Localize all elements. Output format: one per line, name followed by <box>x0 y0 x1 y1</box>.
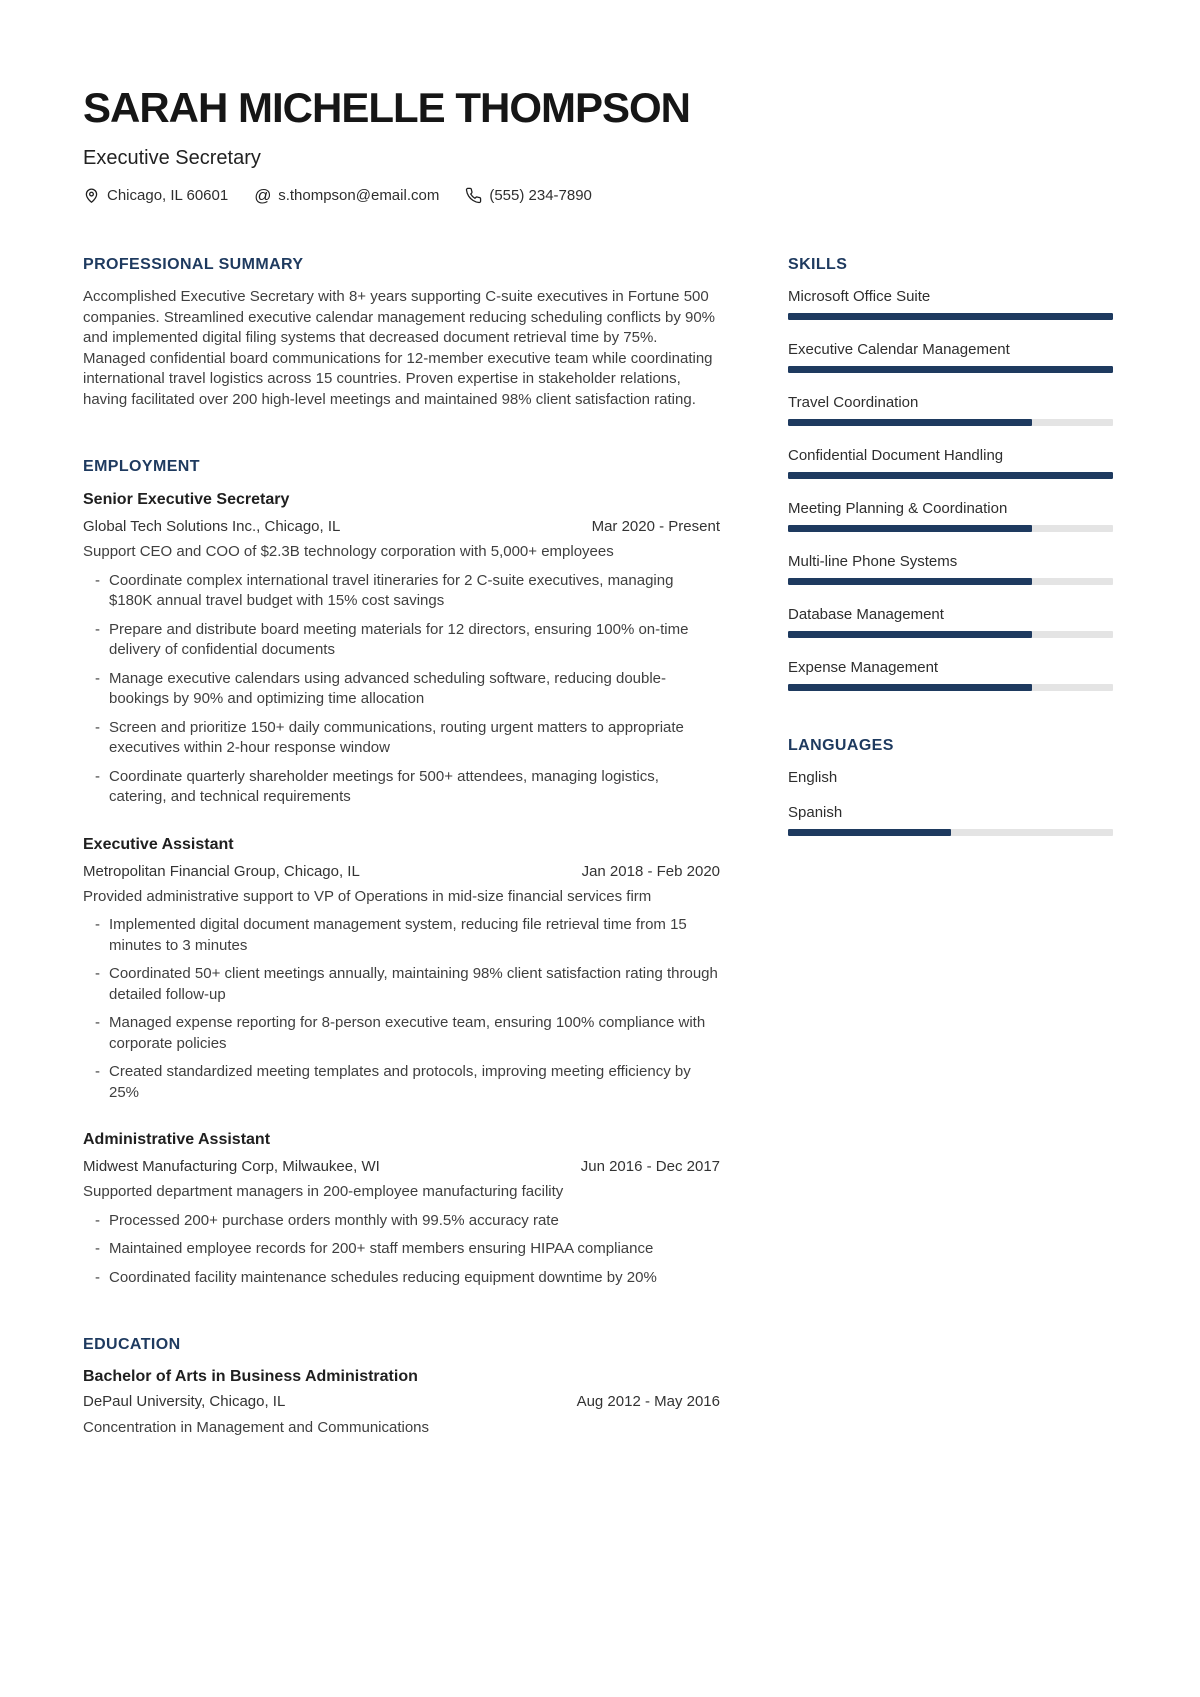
bullet-dash-marker: - <box>95 571 100 589</box>
employment-section <box>83 458 720 1288</box>
skill-bar-fill <box>788 684 1032 691</box>
job-dates: Mar 2020 - Present <box>591 517 720 535</box>
job-bullets <box>83 1211 720 1289</box>
job-bullet <box>83 1268 720 1289</box>
skills-heading: SKILLS <box>788 256 848 274</box>
skill-label: Confidential Document Handling <box>788 447 1004 465</box>
skill-bar-fill <box>788 578 1032 585</box>
skill-item <box>788 393 1113 426</box>
skill-item <box>788 287 1113 320</box>
skill-bar-track <box>788 313 1113 320</box>
skill-bar-fill <box>788 313 1113 320</box>
job-entry <box>83 490 720 808</box>
job-company: Global Tech Solutions Inc., Chicago, IL <box>83 517 341 535</box>
summary-heading: PROFESSIONAL SUMMARY <box>83 256 304 274</box>
skill-item <box>788 552 1113 585</box>
job-title: Administrative Assistant <box>83 1131 271 1149</box>
skill-bar-track <box>788 631 1113 638</box>
skill-bar-track <box>788 419 1113 426</box>
bullet-text: Implemented digital document management system, reducing file retrieval time from 15 minutes to 3 minutes <box>109 916 687 954</box>
language-item <box>788 803 1113 836</box>
bullet-dash-marker: - <box>95 1211 100 1229</box>
bullet-text: Created standardized meeting templates and protocols, improving meeting efficiency by 25% <box>109 1063 691 1101</box>
education-section <box>83 1336 720 1438</box>
skill-bar-fill <box>788 419 1032 426</box>
language-bar-fill <box>788 829 951 836</box>
job-bullets <box>83 571 720 808</box>
language-item <box>788 768 1113 788</box>
language-bar-track <box>788 829 1113 836</box>
job-description: Provided administrative support to VP of Operations in mid-size financial services firm <box>83 887 652 905</box>
bullet-dash-marker: - <box>95 1014 100 1032</box>
bullet-dash-marker: - <box>95 718 100 736</box>
bullet-text: Managed expense reporting for 8-person executive team, ensuring 100% compliance with corporate policies <box>109 1014 706 1052</box>
bullet-dash-marker: - <box>95 620 100 638</box>
education-degree: Bachelor of Arts in Business Administration <box>83 1368 418 1386</box>
job-bullet <box>83 1062 720 1103</box>
skill-label: Executive Calendar Management <box>788 341 1010 359</box>
resume-header <box>83 85 1113 204</box>
skill-bar-track <box>788 578 1113 585</box>
skill-bar-track <box>788 684 1113 691</box>
job-entry <box>83 835 720 1104</box>
job-dates: Jan 2018 - Feb 2020 <box>581 862 720 880</box>
skill-label: Travel Coordination <box>788 394 919 412</box>
bullet-text: Maintained employee records for 200+ staff members ensuring HIPAA compliance <box>109 1240 654 1258</box>
phone-icon <box>465 187 482 204</box>
job-bullet <box>83 964 720 1005</box>
skill-bar-fill <box>788 366 1113 373</box>
bullet-dash-marker: - <box>95 1268 100 1286</box>
contact-email <box>254 187 439 204</box>
bullet-dash-marker: - <box>95 767 100 785</box>
job-bullet <box>83 718 720 759</box>
candidate-name: SARAH MICHELLE THOMPSON <box>83 84 690 131</box>
job-company: Midwest Manufacturing Corp, Milwaukee, WI <box>83 1158 380 1176</box>
summary-section <box>83 256 720 410</box>
skills-list <box>788 287 1113 691</box>
contact-location-text: Chicago, IL 60601 <box>107 187 229 205</box>
candidate-job-title: Executive Secretary <box>83 147 261 170</box>
job-bullet <box>83 915 720 956</box>
bullet-text: Coordinated facility maintenance schedules reducing equipment downtime by 20% <box>109 1268 657 1286</box>
skill-label: Expense Management <box>788 659 939 677</box>
bullet-dash-marker: - <box>95 1240 100 1258</box>
bullet-text: Prepare and distribute board meeting materials for 12 directors, ensuring 100% on-time delivery of confidential documents <box>109 620 689 659</box>
bullet-text: Coordinate quarterly shareholder meetings for 500+ attendees, managing logistics, catering, and technical requirements <box>109 767 659 806</box>
skill-item <box>788 605 1113 638</box>
language-label: English <box>788 769 838 787</box>
contact-phone <box>465 187 592 204</box>
job-bullet <box>83 620 720 661</box>
job-title: Senior Executive Secretary <box>83 491 290 509</box>
languages-heading: LANGUAGES <box>788 737 894 755</box>
skill-label: Database Management <box>788 606 944 624</box>
language-label: Spanish <box>788 804 843 822</box>
bullet-dash-marker: - <box>95 669 100 687</box>
bullet-text: Coordinated 50+ client meetings annually, maintaining 98% client satisfaction rating through detailed follow-up <box>109 965 718 1003</box>
skill-bar-fill <box>788 631 1032 638</box>
job-title: Executive Assistant <box>83 835 234 853</box>
bullet-text: Coordinate complex international travel itineraries for 2 C-suite executives, managing $180K annual travel budget with 15% cost savings <box>109 571 674 610</box>
job-bullet <box>83 767 720 808</box>
skills-section <box>788 256 1113 691</box>
summary-text: Accomplished Executive Secretary with 8+ years supporting C-suite executives in Fortune 500 companies. Streamlined executive calendar management reducing scheduling conflicts by 90% and implemented digital filing systems that decreased document retrieval time by 75%. Managed confidential board communications for 12-member executive team while coordinating international travel logistics across 15 countries. Proven expertise in stakeholder relations, having facilitated over 200 high-level meetings and maintained 98% client satisfaction rating. <box>83 288 716 408</box>
bullet-dash-marker: - <box>95 1063 100 1081</box>
skill-item <box>788 446 1113 479</box>
location-pin-icon <box>83 187 100 204</box>
job-description: Supported department managers in 200-employee manufacturing facility <box>83 1183 564 1201</box>
skill-label: Meeting Planning & Coordination <box>788 500 1008 518</box>
bullet-dash-marker: - <box>95 965 100 983</box>
bullet-text: Manage executive calendars using advanced scheduling software, reducing double-bookings by 90% and optimizing time allocation <box>109 669 667 708</box>
job-bullet <box>83 571 720 612</box>
skill-bar-fill <box>788 525 1032 532</box>
contact-row <box>83 187 1113 204</box>
job-dates: Jun 2016 - Dec 2017 <box>580 1158 720 1176</box>
skill-label: Microsoft Office Suite <box>788 288 931 306</box>
bullet-dash-marker: - <box>95 916 100 934</box>
job-entry <box>83 1130 720 1288</box>
job-description: Support CEO and COO of $2.3B technology corporation with 5,000+ employees <box>83 543 614 561</box>
skill-item <box>788 658 1113 691</box>
education-heading: EDUCATION <box>83 1336 181 1354</box>
education-dates: Aug 2012 - May 2016 <box>576 1393 720 1411</box>
languages-section <box>788 737 1113 836</box>
skill-bar-track <box>788 525 1113 532</box>
bullet-text: Processed 200+ purchase orders monthly with 99.5% accuracy rate <box>109 1211 559 1229</box>
job-bullet <box>83 1211 720 1232</box>
at-sign-icon: @ <box>254 186 272 206</box>
job-company: Metropolitan Financial Group, Chicago, IL <box>83 862 360 880</box>
skill-bar-fill <box>788 472 1113 479</box>
skill-item <box>788 340 1113 373</box>
languages-list <box>788 768 1113 836</box>
employment-heading: EMPLOYMENT <box>83 458 200 476</box>
education-detail: Concentration in Management and Communications <box>83 1418 430 1436</box>
contact-email-text: s.thompson@email.com <box>278 187 440 205</box>
education-school: DePaul University, Chicago, IL <box>83 1393 286 1411</box>
skill-bar-track <box>788 366 1113 373</box>
job-bullet <box>83 1239 720 1260</box>
job-bullets <box>83 915 720 1103</box>
jobs-list <box>83 490 720 1288</box>
bullet-text: Screen and prioritize 150+ daily communications, routing urgent matters to appropriate executives within 2-hour response window <box>109 718 684 757</box>
job-bullet <box>83 1013 720 1054</box>
skill-label: Multi-line Phone Systems <box>788 553 958 571</box>
contact-phone-text: (555) 234-7890 <box>489 187 592 205</box>
skill-item <box>788 499 1113 532</box>
skill-bar-track <box>788 472 1113 479</box>
contact-location <box>83 187 228 204</box>
job-bullet <box>83 669 720 710</box>
